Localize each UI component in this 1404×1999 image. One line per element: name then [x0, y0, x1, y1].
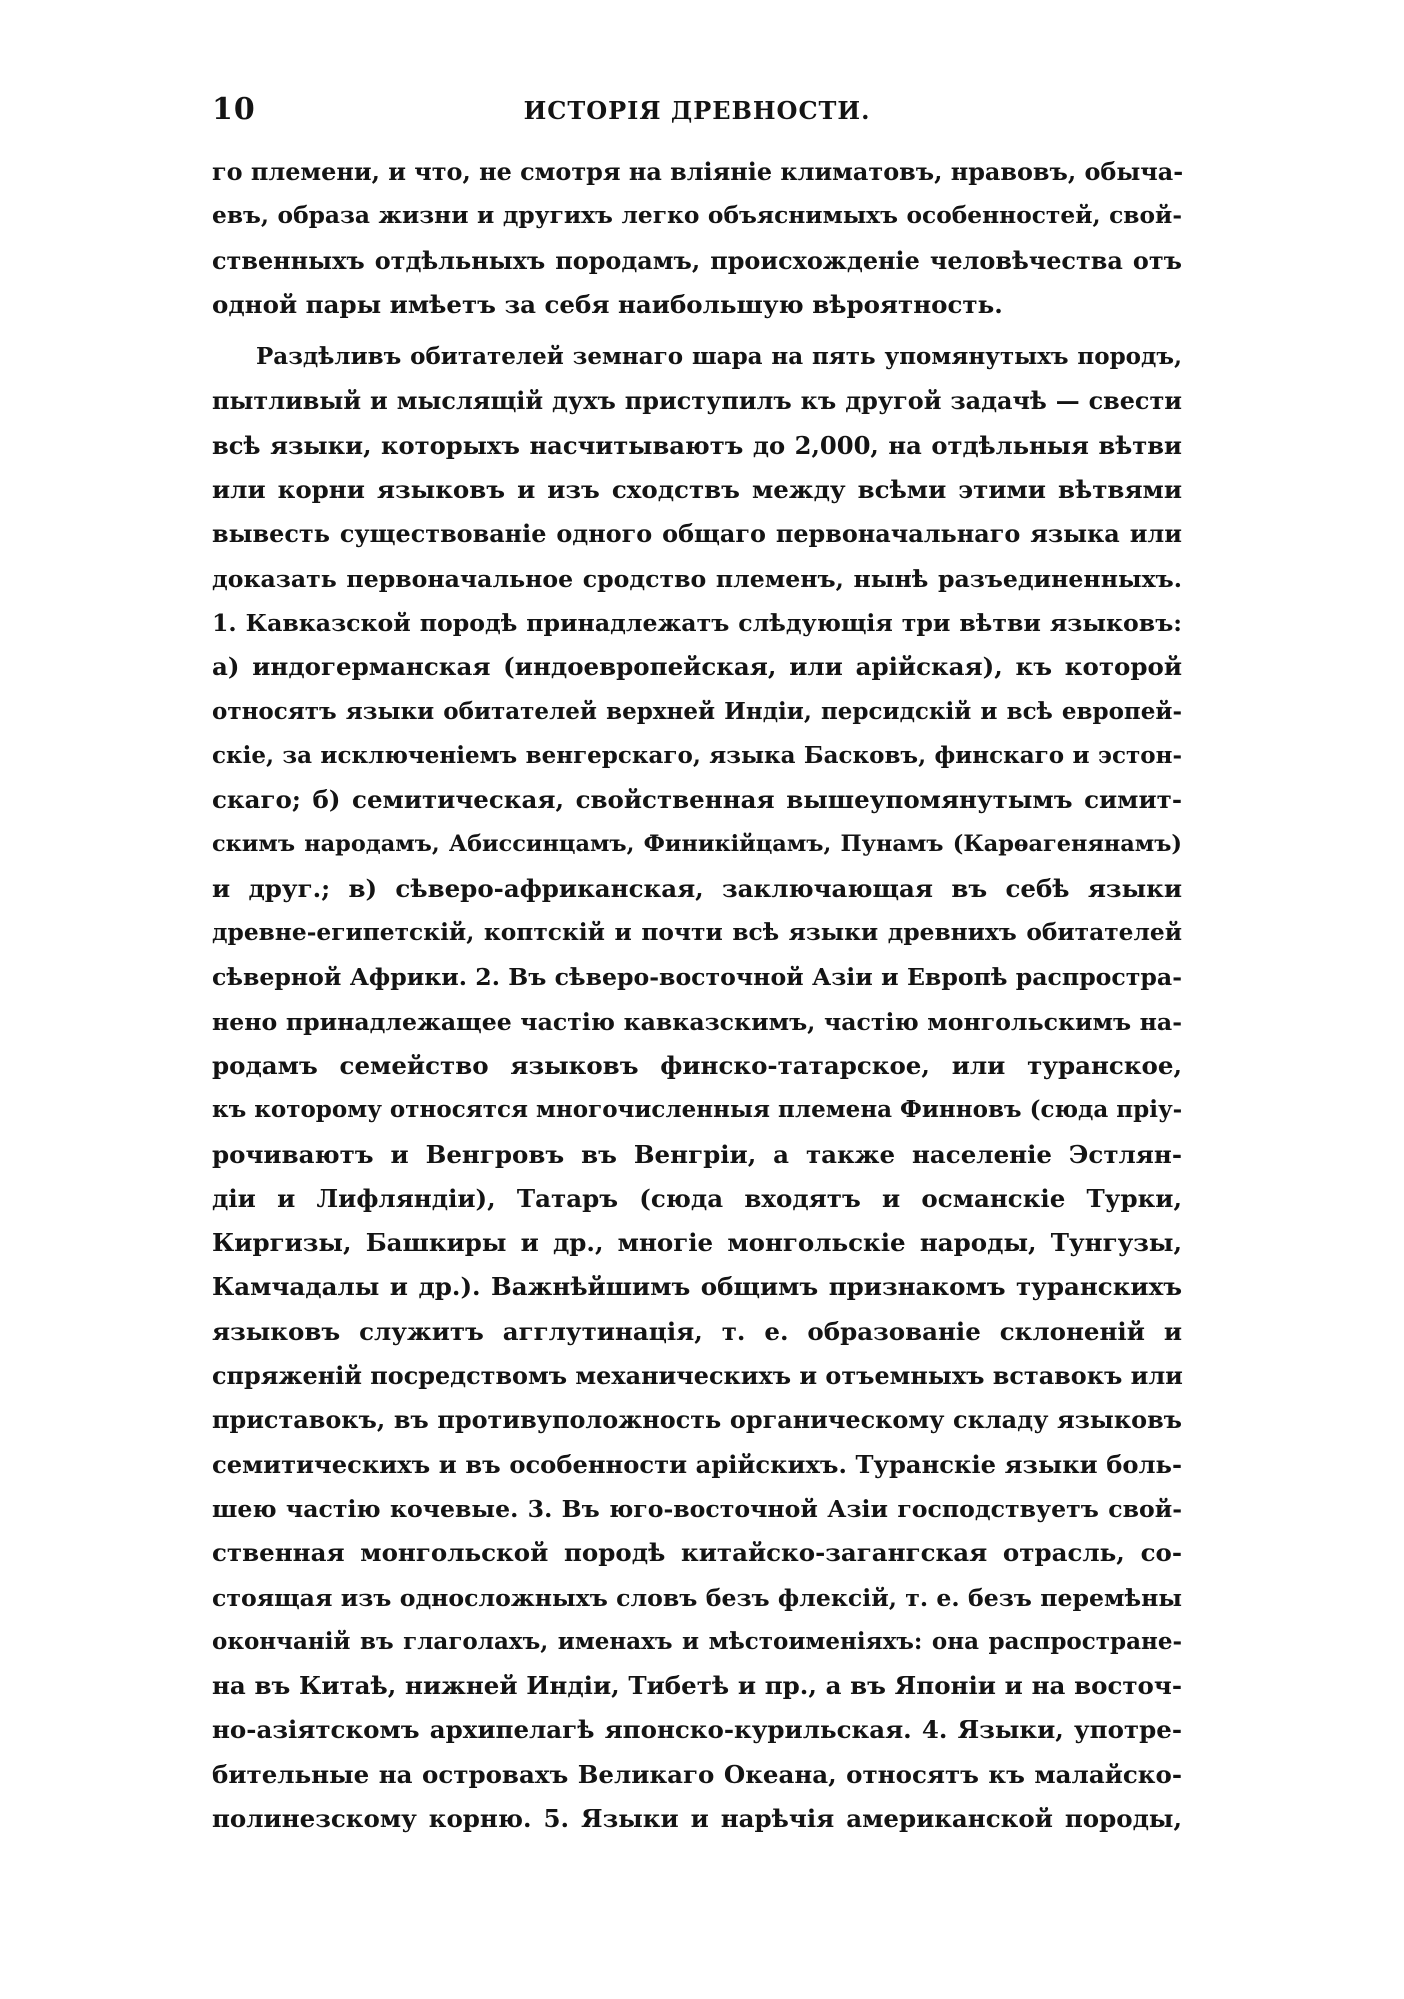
text-line: Раздѣливъ обитателей земнаго шара на пять упомянутыхъ породъ,: [256, 343, 1182, 371]
text-line: діи и Лифляндіи), Татаръ (сюда входятъ и османскіе Турки,: [212, 1183, 1182, 1213]
text-line: приставокъ, въ противуположность органическому складу языковъ: [212, 1406, 1182, 1435]
text-line: семитическихъ и въ особенности арійскихъ. Туранскіе языки боль-: [212, 1449, 1182, 1479]
text-line: евъ, образа жизни и другихъ легко объяснимыхъ особенностей, свой-: [212, 202, 1182, 230]
text-line: или корни языковъ и изъ сходствъ между всѣми этими вѣтвями: [212, 475, 1182, 505]
page-number: 10: [212, 92, 256, 127]
text-line: стоящая изъ односложныхъ словъ безъ флексій, т. е. безъ перемѣны: [212, 1583, 1182, 1612]
page-header: [212, 92, 1182, 132]
paragraph-1: [212, 150, 1182, 327]
text-line: а) индогерманская (индоевропейская, или арійская), къ которой: [212, 652, 1182, 682]
text-line: Камчадалы и др.). Важнѣйшимъ общимъ признакомъ туранскихъ: [212, 1272, 1182, 1302]
text-line: полинезскому корню. 5. Языки и нарѣчія американской породы,: [212, 1803, 1182, 1833]
text-line: вывесть существованіе одного общаго первоначальнаго языка или: [212, 520, 1182, 549]
text-line: и друг.; в) сѣверо-африканская, заключающая въ себѣ языки: [212, 873, 1182, 903]
text-line: родамъ семейство языковъ финско-татарское, или туранское,: [212, 1050, 1182, 1080]
text-line: окончаній въ глаголахъ, именахъ и мѣстоименіяхъ: она распростране-: [212, 1627, 1182, 1655]
text-line: спряженій посредствомъ механическихъ и отъемныхъ вставокъ или: [212, 1362, 1183, 1391]
text-line: сѣверной Африки. 2. Въ сѣверо-восточной Азіи и Европѣ распростра-: [212, 963, 1182, 992]
text-line: языковъ служитъ агглутинація, т. е. образованіе склоненій и: [212, 1316, 1182, 1346]
text-line: скимъ народамъ, Абиссинцамъ, Финикійцамъ, Пунамъ (Карѳагенянамъ): [212, 831, 1182, 858]
text-line: ственныхъ отдѣльныхъ породамъ, происхожденіе человѣчества отъ: [212, 246, 1182, 275]
body-text: [212, 150, 1182, 1841]
text-line: доказать первоначальное сродство племенъ, нынѣ разъединенныхъ.: [212, 564, 1182, 593]
text-line: ственная монгольской породѣ китайско-загангская отрасль, со-: [212, 1538, 1182, 1568]
text-line: одной пары имѣетъ за себя наибольшую вѣроятность.: [212, 289, 1003, 319]
text-line: шею частію кочевые. 3. Въ юго-восточной Азіи господствуетъ свой-: [212, 1494, 1182, 1523]
text-line: скаго; б) семитическая, свойственная вышеупомянутымъ симит-: [212, 785, 1182, 815]
text-line: древне-египетскій, коптскій и почти всѣ языки древнихъ обитателей: [212, 919, 1182, 947]
text-line: рочиваютъ и Венгровъ въ Венгріи, а также населеніе Эстлян-: [212, 1139, 1182, 1169]
text-line: относятъ языки обитателей верхней Индіи, персидскій и всѣ европей-: [212, 697, 1182, 725]
text-line: но-азіятскомъ архипелагѣ японско-курильская. 4. Языки, употре-: [212, 1715, 1182, 1745]
text-line: всѣ языки, которыхъ насчитываютъ до 2,000, на отдѣльныя вѣтви: [212, 430, 1182, 460]
text-line: пытливый и мыслящій духъ приступилъ къ другой задачѣ — свести: [212, 387, 1182, 416]
running-title: ИСТОРІЯ ДРЕВНОСТИ.: [523, 96, 871, 125]
paragraph-2: [212, 335, 1182, 1841]
text-line: 1. Кавказской породѣ принадлежатъ слѣдующія три вѣтви языковъ:: [212, 608, 1182, 637]
text-line: нено принадлежащее частію кавказскимъ, частію монгольскимъ на-: [212, 1007, 1182, 1036]
text-line: Киргизы, Башкиры и др., многіе монгольскіе народы, Тунгузы,: [212, 1228, 1182, 1258]
text-line: бительные на островахъ Великаго Океана, относятъ къ малайско-: [212, 1759, 1182, 1789]
text-line: го племени, и что, не смотря на вліяніе климатовъ, нравовъ, обыча-: [212, 158, 1184, 186]
text-line: къ которому относятся многочисленныя племена Финновъ (сюда пріу-: [212, 1096, 1183, 1124]
text-line: на въ Китаѣ, нижней Индіи, Тибетѣ и пр., а въ Японіи и на восточ-: [212, 1671, 1182, 1701]
text-line: скіе, за исключеніемъ венгерскаго, языка Басковъ, финскаго и эстон-: [212, 741, 1182, 769]
